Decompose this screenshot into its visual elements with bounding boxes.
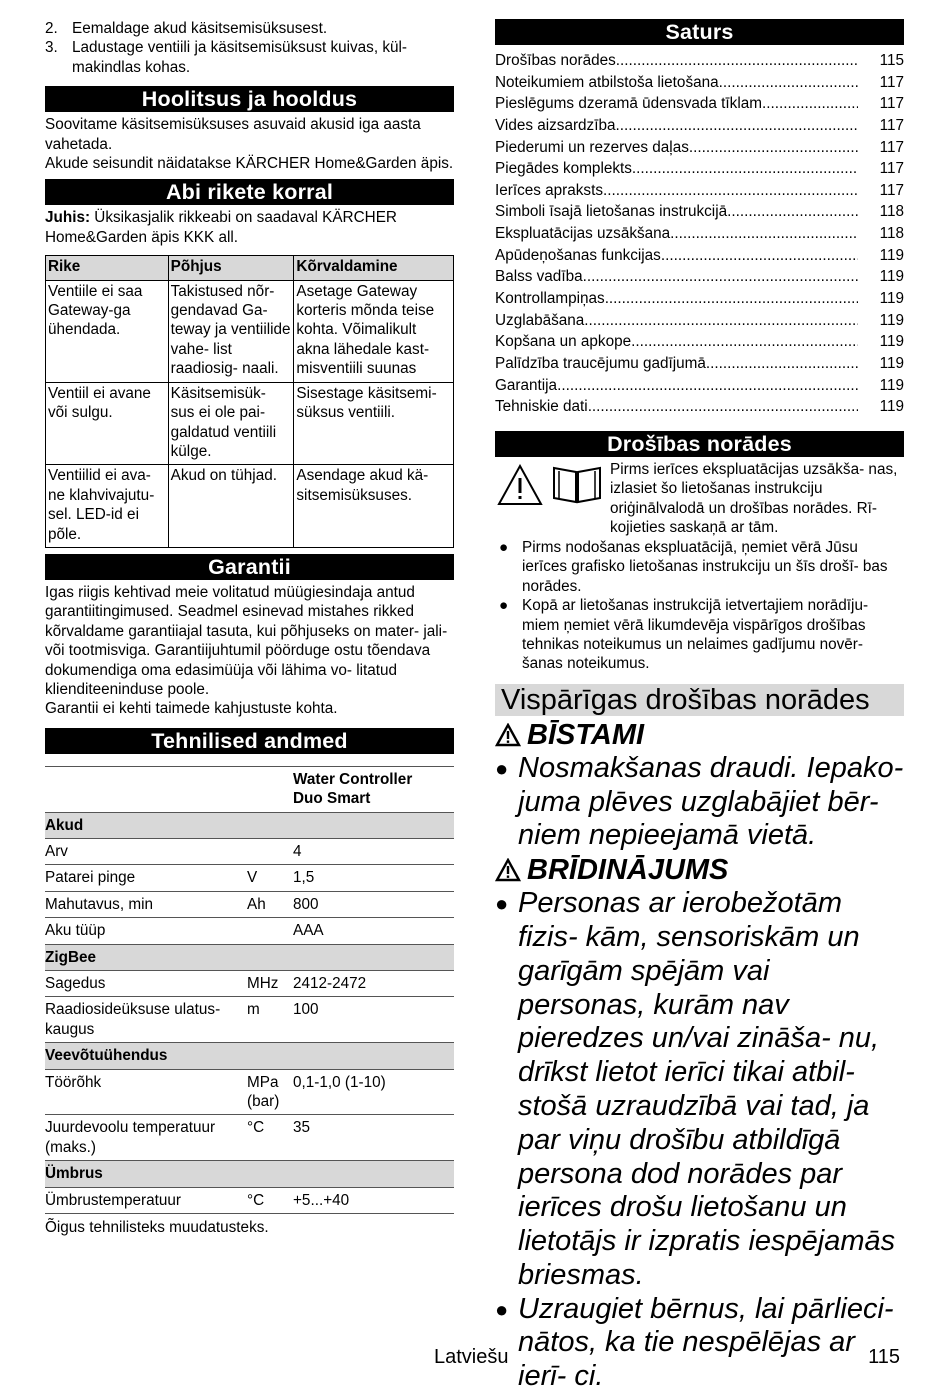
- toc-item[interactable]: [495, 310, 904, 332]
- toc-item-page: 115: [879, 52, 904, 69]
- toc-item[interactable]: [495, 72, 904, 94]
- toc-item-label: Piegādes komplekts: [495, 160, 632, 178]
- tech-row: [45, 839, 454, 865]
- bullet-text: Pirms nodošanas ekspluatācijā, ņemiet vērā Jūsu ierīces grafisko lietošanas instrukciju un šīs drošī- bas norādes.: [522, 538, 888, 595]
- toc-item-page: 117: [879, 116, 904, 134]
- tech-row: [45, 997, 454, 1043]
- toc-item-page: 119: [879, 376, 904, 394]
- toc-item-page: 117: [879, 73, 904, 91]
- column-header: Kõrvaldamine: [294, 256, 454, 280]
- table-cell: Käsitsemisük- sus ei ole pai- galdatud ventiili külge.: [168, 382, 294, 465]
- tech-row: [45, 1187, 454, 1213]
- tech-row-value: 0,1-1,0 (1-10): [293, 1069, 454, 1115]
- toc-dot-leader: [588, 396, 858, 418]
- troubleshooting-table: [45, 255, 454, 548]
- general-safety-heading: Vispārīgas drošības norādes: [495, 684, 904, 716]
- safety-heading: Drošības norādes: [495, 431, 904, 457]
- toc-item-label: Piederumi un rezerves daļas: [495, 138, 689, 156]
- tech-row-unit: MPa (bar): [247, 1069, 293, 1115]
- step-number: 2.: [45, 20, 58, 37]
- column-header: Rike: [46, 256, 169, 280]
- tech-group-row: [45, 1043, 454, 1069]
- toc-item[interactable]: [495, 288, 904, 310]
- toc-item-label: Uzglabāšana: [495, 311, 585, 329]
- table-cell: Asendage akud kä- sitsemisüksuses.: [294, 465, 454, 548]
- warning-label: BRĪDINĀJUMS: [527, 854, 729, 887]
- tech-row-unit: V: [247, 865, 293, 891]
- table-cell: Ventiile ei saa Gateway-ga ühendada.: [46, 280, 169, 382]
- tech-row: [45, 918, 454, 944]
- column-header: Põhjus: [168, 256, 294, 280]
- toc-item-page: 119: [879, 333, 904, 351]
- tech-row: [45, 971, 454, 997]
- warning-triangle-icon: [497, 464, 543, 506]
- tech-row-unit: Ah: [247, 891, 293, 917]
- bullet-text: Kopā ar lietošanas instrukcijā ietvertajiem norādīju- miem ņemiet vērā likumdevēja vispārīgos drošības tehnikas noteikumus un nelaimes gadījumu novēr- šanas noteikumus.: [522, 597, 869, 673]
- toc-item-page: 117: [879, 181, 904, 199]
- tech-row-unit: [247, 839, 293, 865]
- bullet-dot: ●: [495, 1296, 509, 1322]
- toc-item-page: 117: [879, 95, 904, 113]
- tech-row-unit: m: [247, 997, 293, 1043]
- toc-item-page: 117: [879, 160, 904, 178]
- toc-item-page: 119: [879, 290, 904, 308]
- toc-item-page: 118: [879, 203, 904, 221]
- toc-heading: Saturs: [495, 19, 904, 45]
- tech-row: [45, 1115, 454, 1161]
- toc-item[interactable]: [495, 353, 904, 375]
- danger-bullet: [495, 752, 904, 853]
- warning-bullet: [495, 1293, 904, 1394]
- toc-dot-leader: [670, 223, 858, 245]
- step-number: 3.: [45, 39, 58, 57]
- help-note: [45, 208, 454, 247]
- toc-item-page: 119: [879, 354, 904, 372]
- safety-intro: Pirms ierīces ekspluatācijas uzsākša- nas, izlasiet šo lietošanas instrukciju oriģinālvalodā un drošības norādes. Rī- kojieties saskaņā ar tām.: [610, 460, 898, 537]
- toc-item-page: 118: [879, 225, 904, 243]
- safety-bullet: [495, 538, 904, 596]
- table-cell: Asetage Gateway korteris mõnda teise kohta. Võimalikult akna lähedale kast- misventiili suunas: [294, 280, 454, 382]
- toc-item[interactable]: [495, 375, 904, 397]
- help-heading: Abi rikete korral: [45, 179, 454, 205]
- toc-item[interactable]: [495, 266, 904, 288]
- toc-dot-leader: [603, 180, 858, 202]
- table-cell: Ventiil ei avane või sulgu.: [46, 382, 169, 465]
- toc-dot-leader: [706, 353, 858, 375]
- note-label: Juhis:: [45, 209, 91, 227]
- left-column: [45, 0, 454, 1238]
- right-column: [495, 0, 904, 1394]
- tech-row-value: 100: [293, 997, 454, 1043]
- toc-item-label: Vides aizsardzība: [495, 116, 616, 134]
- toc-item-page: 119: [879, 311, 904, 329]
- tech-row-value: +5...+40: [293, 1187, 454, 1213]
- toc-dot-leader: [584, 310, 858, 332]
- step-item: [45, 19, 454, 38]
- toc-item-label: Garantija: [495, 376, 558, 394]
- warranty-paragraph: Garantii ei kehti taimede kahjustuste kohta.: [45, 700, 338, 718]
- toc-item-label: Balss vadība: [495, 268, 583, 286]
- safety-bullet: [495, 596, 904, 674]
- tech-row-value: 35: [293, 1115, 454, 1161]
- toc-item-page: 119: [879, 398, 904, 416]
- toc-dot-leader: [605, 288, 858, 310]
- toc-item[interactable]: [495, 396, 904, 418]
- tech-row-value: 4: [293, 839, 454, 865]
- bullet-dot: ●: [495, 755, 509, 781]
- tech-row-label: Sagedus: [45, 971, 247, 997]
- warning-bullet: [495, 887, 904, 1293]
- toc-item-label: Ierīces apraksts: [495, 181, 603, 199]
- table-row: [46, 280, 454, 382]
- storage-steps: [45, 19, 454, 77]
- tech-group-row: [45, 1161, 454, 1187]
- tech-row-unit: °C: [247, 1115, 293, 1161]
- toc-item[interactable]: [495, 158, 904, 180]
- safety-intro-block: [495, 460, 904, 538]
- toc-item-label: Ekspluatācijas uzsākšana: [495, 225, 671, 243]
- toc-item[interactable]: [495, 245, 904, 267]
- tech-row-value: 800: [293, 891, 454, 917]
- toc-list: [495, 50, 904, 418]
- toc-item-label: Palīdzība traucējumu gadījumā: [495, 354, 706, 372]
- footer-language: Latviešu: [434, 1346, 509, 1368]
- toc-item-label: Simboli īsajā lietošanas instrukcijā: [495, 203, 728, 221]
- tech-row-unit: MHz: [247, 971, 293, 997]
- toc-item-label: Pieslēgums dzeramā ūdensvada tīklam: [495, 95, 762, 113]
- table-cell: Akud on tühjad.: [168, 465, 294, 548]
- tech-row-label: Patarei pinge: [45, 865, 247, 891]
- toc-item[interactable]: [495, 115, 904, 137]
- tech-heading: Tehnilised andmed: [45, 728, 454, 754]
- product-name: Water Controller Duo Smart: [293, 766, 454, 812]
- bullet-dot: ●: [499, 597, 509, 615]
- tech-row: [45, 865, 454, 891]
- toc-dot-leader: [719, 72, 858, 94]
- toc-item[interactable]: [495, 331, 904, 353]
- toc-item-page: 119: [879, 246, 904, 264]
- table-cell: Sisestage käsitsemi- süksus ventiili.: [294, 382, 454, 465]
- toc-dot-leader: [616, 50, 858, 72]
- toc-item[interactable]: [495, 180, 904, 202]
- toc-item[interactable]: [495, 137, 904, 159]
- note-text: Üksikasjalik rikkeabi on saadaval KÄRCHER Home&Garden äpis KKK all.: [45, 209, 397, 246]
- toc-dot-leader: [557, 375, 858, 397]
- tech-footnote: Õigus tehnilisteks muudatusteks.: [45, 1219, 269, 1237]
- care-paragraph: Soovitame käsitsemisüksuses asuvaid akusid iga aasta vahetada.: [45, 116, 421, 153]
- toc-dot-leader: [583, 266, 858, 288]
- bullet-dot: ●: [499, 538, 509, 556]
- tech-group-row: [45, 812, 454, 838]
- tech-row-label: Ümbrustemperatuur: [45, 1187, 247, 1213]
- bullet-dot: ●: [495, 891, 509, 917]
- toc-item[interactable]: [495, 50, 904, 72]
- warranty-heading: Garantii: [45, 554, 454, 580]
- toc-dot-leader: [615, 115, 858, 137]
- danger-heading: [495, 718, 904, 752]
- tech-row-label: Raadiosideüksuse ulatus- kaugus: [45, 997, 247, 1043]
- toc-dot-leader: [727, 201, 858, 223]
- tech-row-unit: °C: [247, 1187, 293, 1213]
- toc-item[interactable]: [495, 201, 904, 223]
- tech-group-label: Ümbrus: [45, 1161, 454, 1187]
- table-row: [46, 465, 454, 548]
- toc-item[interactable]: [495, 93, 904, 115]
- care-heading: Hoolitsus ja hooldus: [45, 86, 454, 112]
- toc-dot-leader: [689, 137, 858, 159]
- tech-row-value: AAA: [293, 918, 454, 944]
- toc-dot-leader: [762, 93, 858, 115]
- toc-dot-leader: [661, 245, 858, 267]
- toc-dot-leader: [632, 158, 858, 180]
- toc-item-label: Noteikumiem atbilstoša lietošana: [495, 73, 719, 91]
- table-cell: Takistused nõr- gendavad Ga- teway ja ventiilide vahe- list raadiosig- naali.: [168, 280, 294, 382]
- warranty-paragraph: Igas riigis kehtivad meie volitatud müügiesindaja antud garantiitingimused. Seadmel esinevad mistahes rikked kõrvaldame garantiiajal tasuta, kui põhjuseks on mater- jali- või tootmisviga. Garantiijuhtumil pöörduge ostu tõendava dokumendiga oma edasimüüja või lähima vo- litatud klienditeeninduse poole.: [45, 583, 448, 698]
- tech-group-label: Veevõtuühendus: [45, 1043, 454, 1069]
- tech-row-value: 2412-2472: [293, 971, 454, 997]
- table-cell: Ventiilid ei ava- ne klahvivajutu- sel. LED-id ei põle.: [46, 465, 169, 548]
- tech-group-label: Akud: [45, 812, 454, 838]
- toc-item[interactable]: [495, 223, 904, 245]
- toc-item-label: Apūdeņošanas funkcijas: [495, 246, 661, 264]
- toc-item-label: Drošības norādes: [495, 52, 616, 69]
- tech-group-row: [45, 944, 454, 970]
- tech-group-label: ZigBee: [45, 944, 454, 970]
- manual-book-icon: [551, 464, 603, 504]
- step-item: [45, 38, 454, 77]
- footer-page-number: 115: [868, 1346, 900, 1368]
- tech-row: [45, 891, 454, 917]
- bullet-text: Uzraugiet bērnus, lai pārlieci- nātos, ka tie nespēlējas ar ierī- ci.: [518, 1292, 894, 1393]
- toc-item-label: Kopšana un apkope: [495, 333, 632, 351]
- table-row: [46, 382, 454, 465]
- step-text: Ladustage ventiili ja käsitsemisüksust kuivas, kül- makindlas kohas.: [72, 39, 407, 76]
- warning-triangle-icon: [495, 723, 521, 747]
- tech-row-label: Juurdevoolu temperatuur (maks.): [45, 1115, 247, 1161]
- tech-row-unit: [247, 918, 293, 944]
- warning-heading: [495, 853, 904, 887]
- tech-row-value: 1,5: [293, 865, 454, 891]
- toc-item-page: 117: [879, 138, 904, 156]
- bullet-text: Nosmakšanas draudi. Iepako- juma plēves uzglabājiet bēr- niem nepieejamā vietā.: [518, 751, 904, 852]
- danger-label: BĪSTAMI: [527, 718, 645, 751]
- tech-row-label: Töörõhk: [45, 1069, 247, 1115]
- care-paragraph: Akude seisundit näidatakse KÄRCHER Home&Garden äpis.: [45, 155, 454, 173]
- toc-item-label: Kontrollampiņas: [495, 290, 605, 308]
- toc-item-label: Tehniskie dati: [495, 398, 588, 416]
- tech-table: [45, 766, 454, 1214]
- bullet-text: Personas ar ierobežotām fizis- kām, sensoriskām un garīgām spējām vai personas, kurām nav pieredzes un/vai zināša- nu, drīkst lietot ierīci tikai atbil- stošā uzraudzībā vai tad, ja par viņu drošību atbildīgā persona dod norādes par ierīces drošu lietošanu un lietotājs ir izpratis iespējamās briesmas.: [518, 887, 896, 1291]
- toc-dot-leader: [631, 331, 858, 353]
- tech-row-label: Mahutavus, min: [45, 891, 247, 917]
- toc-item-page: 119: [879, 268, 904, 286]
- tech-row-label: Arv: [45, 839, 247, 865]
- tech-row-label: Aku tüüp: [45, 918, 247, 944]
- warning-triangle-icon: [495, 858, 521, 882]
- step-text: Eemaldage akud käsitsemisüksusest.: [72, 20, 328, 37]
- tech-row: [45, 1069, 454, 1115]
